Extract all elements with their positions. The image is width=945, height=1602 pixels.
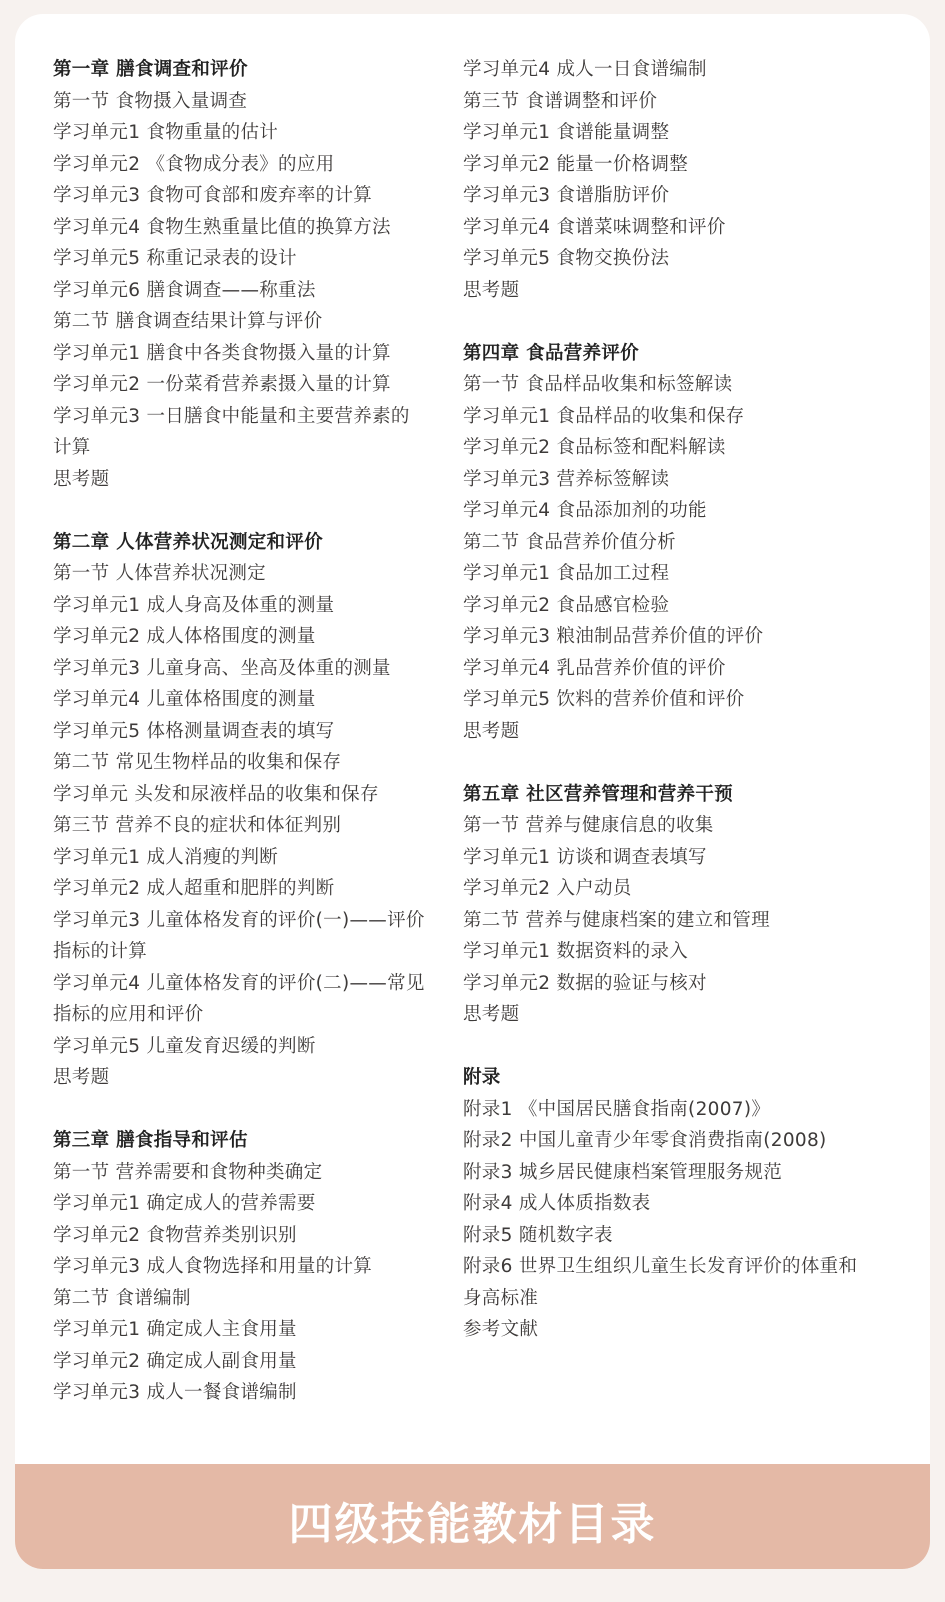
toc-entry: 学习单元1 数据资料的录入 — [463, 941, 689, 962]
chapter-heading: 第二章 人体营养状况测定和评价 — [53, 531, 323, 553]
section-spacer — [463, 747, 903, 779]
toc-entry: 第二节 膳食调查结果计算与评价 — [53, 311, 323, 332]
toc-entry: 学习单元3 成人一餐食谱编制 — [53, 1382, 297, 1403]
toc-entry: 学习单元5 体格测量调查表的填写 — [53, 720, 335, 742]
toc-entry: 思考题 — [463, 1004, 520, 1025]
section-spacer — [53, 1094, 448, 1126]
toc-entry: 学习单元2 食品感官检验 — [463, 594, 670, 616]
chapter-heading: 第一章 膳食调查和评价 — [53, 59, 248, 80]
toc-entry: 学习单元2 入户动员 — [463, 878, 632, 899]
toc-entry: 学习单元3 儿童身高、坐高及体重的测量 — [53, 657, 391, 679]
toc-entry: 第三节 营养不良的症状和体征判别 — [53, 815, 342, 836]
toc-entry: 计算 — [53, 437, 91, 458]
toc-entry: 学习单元1 确定成人的营养需要 — [53, 1193, 316, 1214]
toc-entry: 学习单元 头发和尿液样品的收集和保存 — [53, 783, 379, 805]
toc-entry: 学习单元1 访谈和调查表填写 — [463, 846, 707, 868]
toc-entry: 学习单元4 乳品营养价值的评价 — [463, 657, 726, 679]
toc-entry: 第一节 食品样品收集和标签解读 — [463, 374, 733, 395]
section-spacer — [463, 306, 903, 338]
toc-entry: 学习单元3 儿童体格发育的评价(一)——评价 — [53, 909, 425, 931]
toc-entry: 第二节 常见生物样品的收集和保存 — [53, 752, 342, 773]
toc-entry: 第一节 食物摄入量调查 — [53, 90, 248, 112]
toc-entry: 学习单元3 营养标签解读 — [463, 468, 670, 490]
toc-entry: 附录3 城乡居民健康档案管理服务规范 — [463, 1161, 783, 1183]
toc-entry: 学习单元1 成人身高及体重的测量 — [53, 594, 335, 616]
toc-entry: 学习单元2 确定成人副食用量 — [53, 1350, 297, 1372]
toc-entry: 思考题 — [53, 1067, 110, 1088]
toc-entry: 学习单元1 食谱能量调整 — [463, 122, 670, 143]
toc-entry: 思考题 — [463, 279, 520, 301]
toc-entry: 学习单元4 儿童体格围度的测量 — [53, 689, 316, 710]
toc-entry: 学习单元1 确定成人主食用量 — [53, 1319, 297, 1340]
section-spacer — [463, 1031, 903, 1063]
toc-entry: 学习单元1 成人消瘦的判断 — [53, 846, 279, 868]
toc-entry: 第二节 食品营养价值分析 — [463, 531, 676, 553]
section-spacer — [53, 495, 448, 527]
toc-left-column — [53, 54, 448, 1409]
toc-entry: 学习单元2 食品标签和配料解读 — [463, 437, 726, 458]
toc-entry: 指标的计算 — [53, 941, 148, 962]
toc-entry: 学习单元3 一日膳食中能量和主要营养素的 — [53, 405, 410, 427]
toc-entry: 学习单元4 成人一日食谱编制 — [463, 59, 707, 80]
toc-entry: 学习单元4 儿童体格发育的评价(二)——常见 — [53, 972, 425, 994]
chapter-heading: 附录 — [463, 1067, 501, 1088]
toc-entry: 学习单元6 膳食调查——称重法 — [53, 279, 316, 301]
toc-entry: 学习单元2 数据的验证与核对 — [463, 972, 707, 994]
toc-entry: 学习单元1 食品加工过程 — [463, 563, 670, 584]
toc-card — [15, 14, 930, 1569]
toc-entry: 学习单元4 食品添加剂的功能 — [463, 500, 707, 521]
toc-entry: 附录6 世界卫生组织儿童生长发育评价的体重和 — [463, 1256, 858, 1277]
toc-entry: 学习单元4 食谱菜味调整和评价 — [463, 216, 726, 238]
toc-entry: 学习单元2 成人超重和肥胖的判断 — [53, 878, 335, 899]
chapter-heading: 第三章 膳食指导和评估 — [53, 1130, 248, 1151]
toc-entry: 学习单元1 膳食中各类食物摄入量的计算 — [53, 342, 391, 364]
toc-right-column — [463, 54, 903, 1346]
toc-entry: 学习单元1 食物重量的估计 — [53, 122, 279, 143]
toc-entry: 第三节 食谱调整和评价 — [463, 90, 658, 112]
toc-entry: 第一节 营养需要和食物种类确定 — [53, 1161, 323, 1183]
toc-entry: 学习单元2 成人体格围度的测量 — [53, 626, 316, 647]
toc-entry: 附录2 中国儿童青少年零食消费指南(2008) — [463, 1130, 827, 1151]
toc-entry: 附录1 《中国居民膳食指南(2007)》 — [463, 1098, 771, 1120]
toc-entry: 学习单元5 儿童发育迟缓的判断 — [53, 1035, 316, 1057]
toc-entry: 学习单元3 成人食物选择和用量的计算 — [53, 1256, 373, 1277]
toc-entry: 学习单元2 能量一价格调整 — [463, 153, 689, 175]
toc-entry: 参考文献 — [463, 1319, 539, 1340]
toc-entry: 身高标准 — [463, 1287, 539, 1309]
toc-entry: 学习单元5 食物交换份法 — [463, 248, 670, 269]
banner-title: 四级技能教材目录 — [288, 1498, 657, 1550]
toc-entry: 学习单元3 食物可食部和废弃率的计算 — [53, 185, 373, 206]
toc-entry: 学习单元2 《食物成分表》的应用 — [53, 153, 335, 175]
toc-entry: 学习单元2 一份菜肴营养素摄入量的计算 — [53, 374, 391, 395]
toc-entry: 学习单元4 食物生熟重量比值的换算方法 — [53, 216, 391, 238]
toc-entry: 附录4 成人体质指数表 — [463, 1193, 651, 1214]
toc-entry: 学习单元5 饮料的营养价值和评价 — [463, 689, 745, 710]
toc-entry: 第一节 人体营养状况测定 — [53, 563, 266, 584]
toc-entry: 第二节 营养与健康档案的建立和管理 — [463, 909, 770, 931]
toc-entry: 第二节 食谱编制 — [53, 1287, 191, 1309]
toc-entry: 思考题 — [53, 468, 110, 490]
toc-entry: 思考题 — [463, 720, 520, 742]
title-banner — [15, 1464, 930, 1569]
toc-entry: 学习单元3 食谱脂肪评价 — [463, 185, 670, 206]
toc-entry: 第一节 营养与健康信息的收集 — [463, 815, 714, 836]
toc-entry: 指标的应用和评价 — [53, 1004, 204, 1025]
toc-entry: 附录5 随机数字表 — [463, 1224, 613, 1246]
chapter-heading: 第四章 食品营养评价 — [463, 342, 639, 364]
toc-entry: 学习单元3 粮油制品营养价值的评价 — [463, 626, 764, 647]
toc-entry: 学习单元1 食品样品的收集和保存 — [463, 405, 745, 427]
toc-entry: 学习单元5 称重记录表的设计 — [53, 248, 297, 269]
toc-entry: 学习单元2 食物营养类别识别 — [53, 1224, 297, 1246]
chapter-heading: 第五章 社区营养管理和营养干预 — [463, 783, 733, 805]
